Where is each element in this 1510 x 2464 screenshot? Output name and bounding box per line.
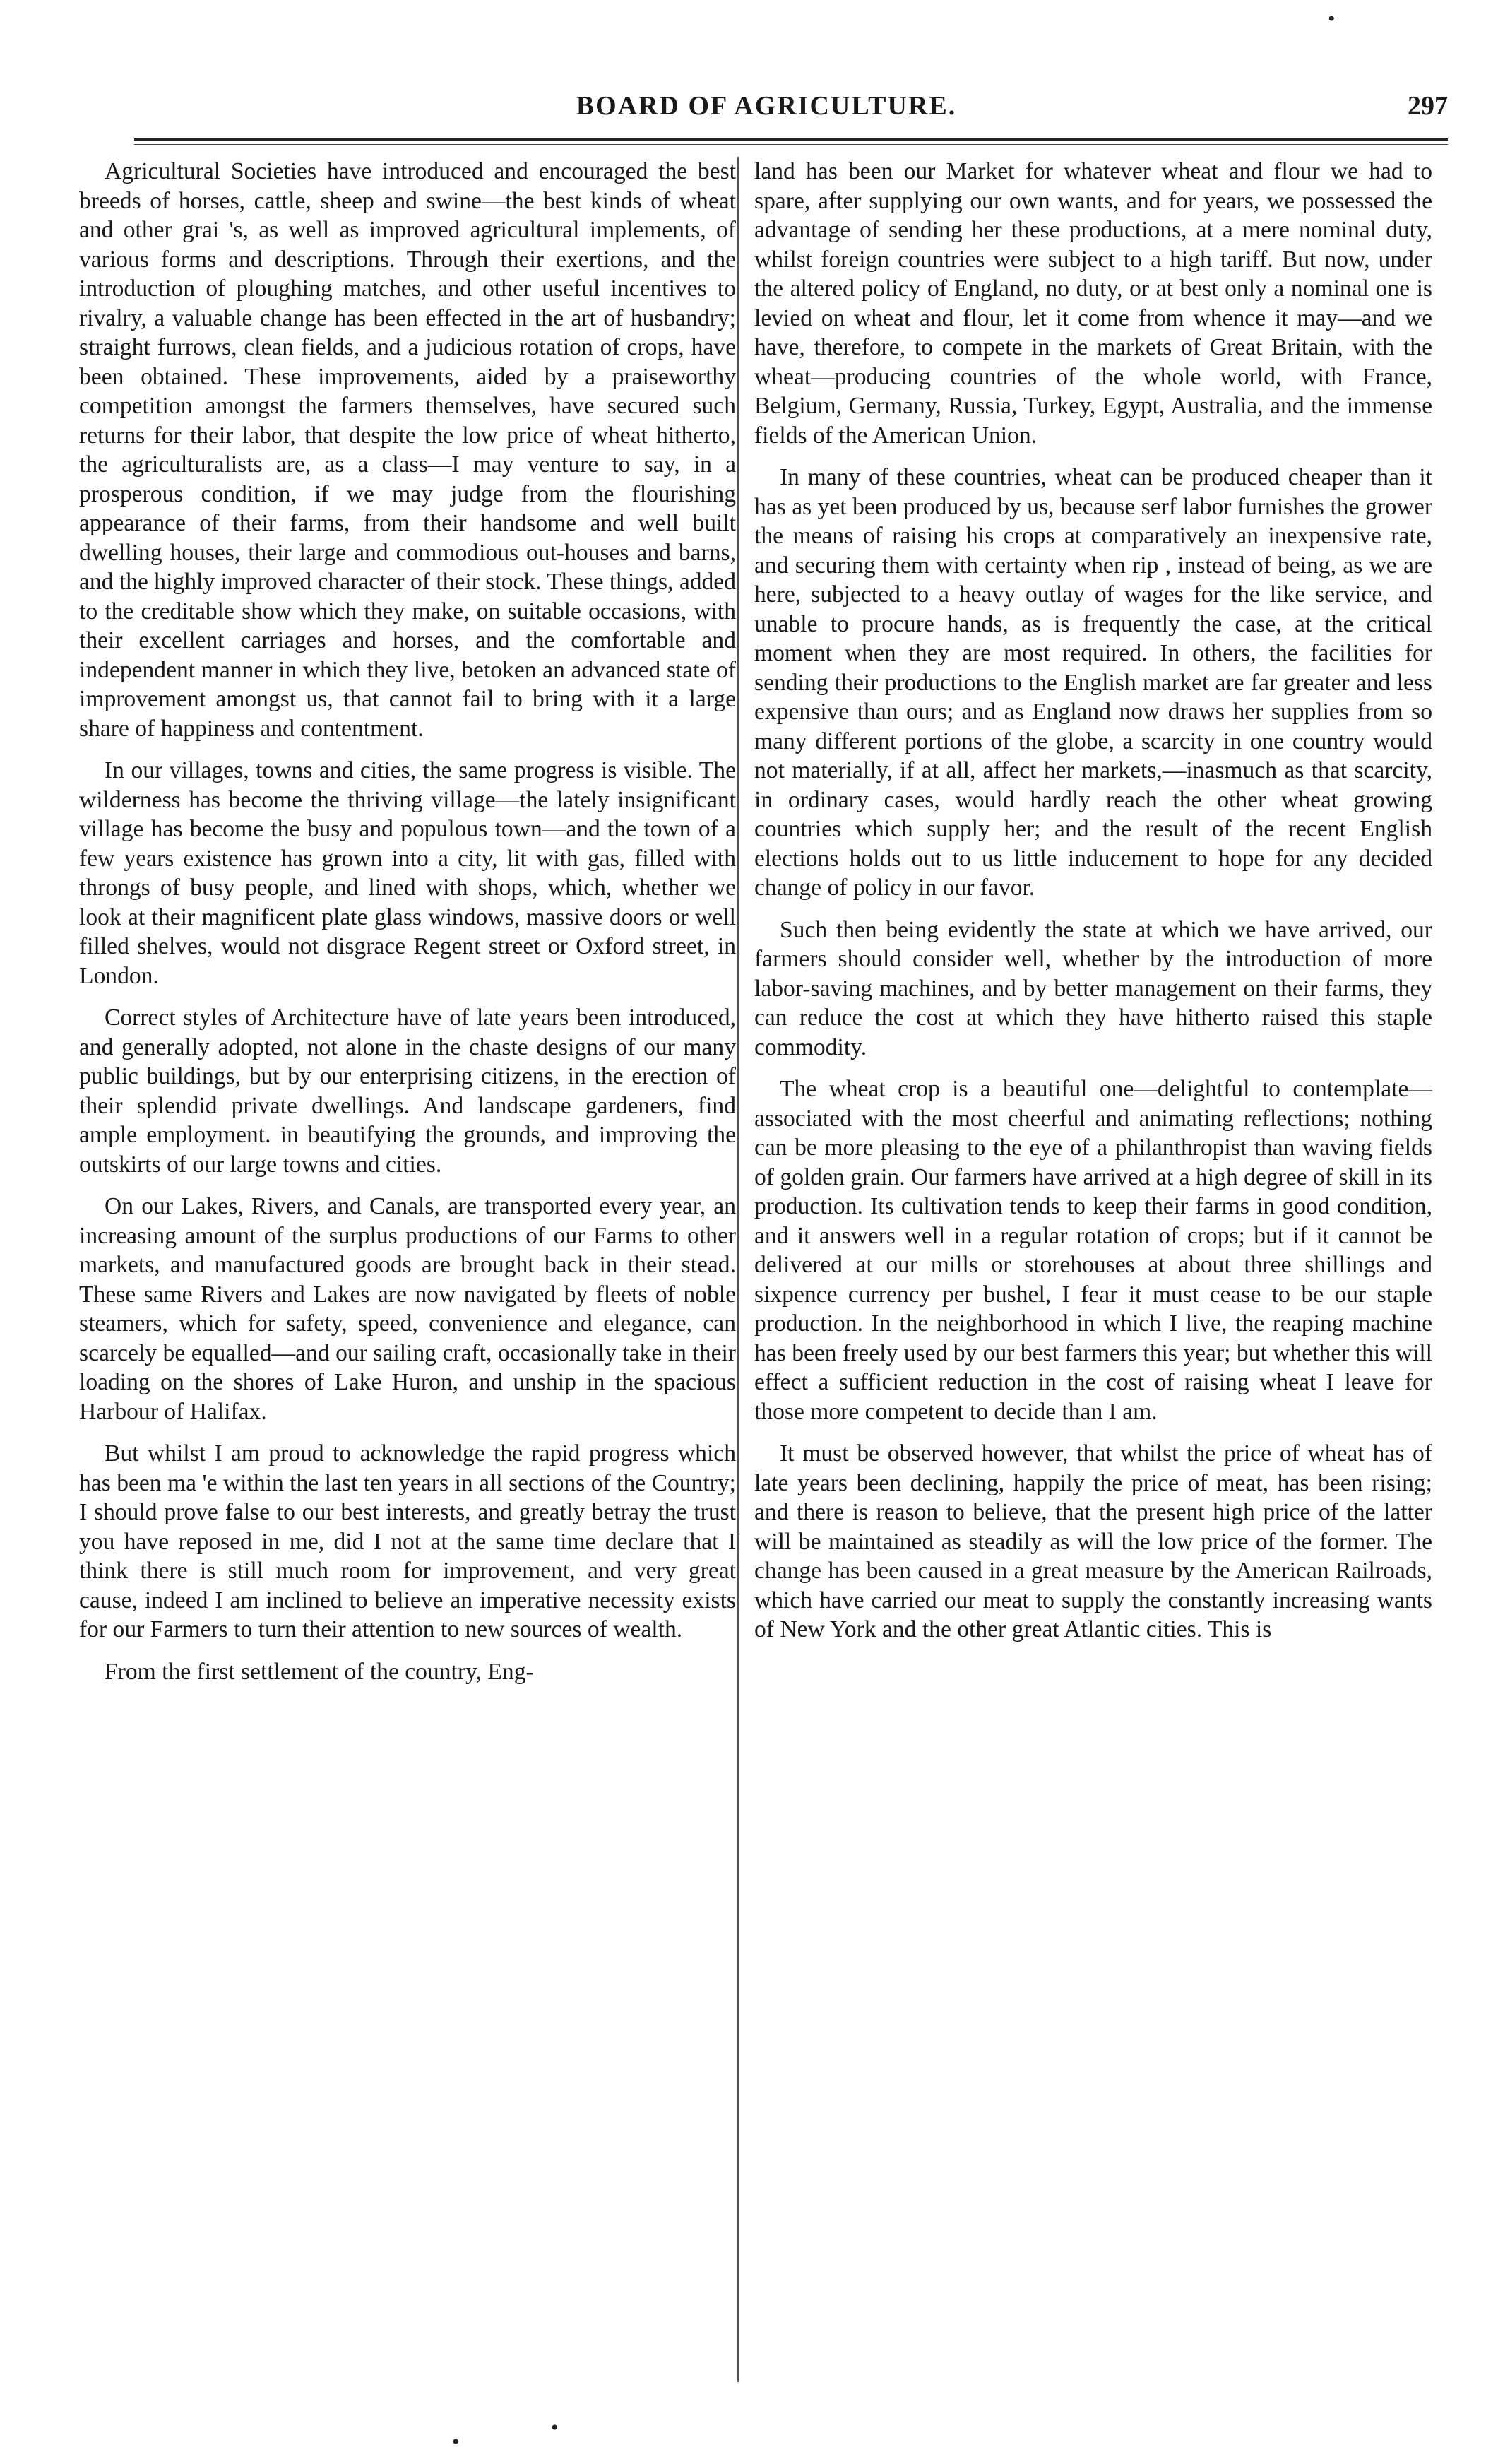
paragraph: Correct styles of Architecture have of late years been introduced, and generally adopted, not alone in the chaste designs of our many public buildings, but by our enterprising citizens, in the erection of their splendid private dwellings. And landscape gardeners, find ample employment. in beautifying the grounds, and improving the outskirts of our large towns and cities. — [79, 1005, 736, 1178]
paragraph: land has been our Market for whatever wheat and flour we had to spare, after supplying our own wants, and for years, we possessed the advantage of sending her these productions, at a mere nominal duty, whilst foreign countries were subject to a high tariff. But now, under the altered policy of England, no duty, or at best only a nominal one is levied on wheat and flour, let it come from whence it may—and we have, therefore, to compete in the markets of Great Britain, with the wheat—producing countries of the whole world, with France, Belgium, Germany, Russia, Turkey, Egypt, Australia, and the immense fields of the American Union. — [754, 158, 1432, 449]
page-header — [85, 90, 1448, 133]
header-rule-thin — [134, 144, 1448, 145]
paragraph: But whilst I am proud to acknowledge the rapid progress which has been ma 'e within the last ten years in all sections of the Country; I should prove false to our best interests, and greatly betray the trust you have reposed in me, did I not at the same time declare that I think there is still much room for improvement, and very great cause, indeed I am inclined to believe an imperative necessity exists for our Farmers to turn their attention to new sources of wealth. — [79, 1440, 736, 1642]
paragraph: In our villages, towns and cities, the same progress is visible. The wilderness has become the thriving village—the lately insignificant village has become the busy and populous town—and the town of a few years existence has grown into a city, lit with gas, filled with throngs of busy people, and lined with shops, which, whether we look at their magnificent plate glass windows, massive doors or well filled shelves, would not disgrace Regent street or Oxford street, in London. — [79, 757, 736, 989]
print-speck: • — [551, 2416, 559, 2439]
paragraph: It must be observed however, that whilst the price of wheat has of late years been declining, happily the price of meat, has been rising; and there is reason to believe, that the present high price of the latter will be maintained as steadily as will the low price of the former. The change has been caused in a great measure by the American Railroads, which have carried our meat to supply the constantly increasing wants of New York and the other great Atlantic cities. This is — [754, 1440, 1432, 1642]
paragraph: Agricultural Societies have introduced and encouraged the best breeds of horses, cattle, sheep and swine—the best kinds of wheat and other grai 's, as well as improved agricultural implements, of various forms and descriptions. Through their exertions, and the introduction of ploughing matches, and other useful incentives to rivalry, a valuable change has been effected in the art of husbandry; straight furrows, clean fields, and a judicious rotation of crops, have been obtained. These improvements, aided by a praiseworthy competition amongst the farmers themselves, have secured such returns for their labor, that despite the low price of wheat hitherto, the agriculturalists are, as a class—I may venture to say, in a prosperous condition, if we may judge from the flourishing appearance of their farms, from their handsome and well built dwelling houses, their large and commodious out-houses and barns, and the highly improved character of their stock. These things, added to the creditable show which they make, on suitable occasions, with their excellent carriages and horses, and the comfortable and independent manner in which they live, betoken an advanced state of improvement amongst us, that cannot fail to bring with it a large share of happiness and contentment. — [79, 158, 736, 742]
paragraph: On our Lakes, Rivers, and Canals, are transported every year, an increasing amount of the surplus productions of our Farms to other markets, and manufactured goods are brought back in their stead. These same Rivers and Lakes are now navigated by fleets of noble steamers, which for safety, speed, convenience and elegance, can scarcely be equalled—and our sailing craft, occasionally take in their loading on the shores of Lake Huron, and unship in the spacious Harbour of Halifax. — [79, 1193, 736, 1425]
paragraph: From the first settlement of the country, Eng- — [105, 1658, 534, 1685]
header-rule — [134, 138, 1448, 141]
page-number: 297 — [1408, 91, 1448, 121]
print-speck: • — [452, 2430, 460, 2453]
print-speck: • — [1328, 7, 1336, 30]
running-title: BOARD OF AGRICULTURE. — [576, 91, 957, 121]
left-column — [79, 157, 736, 1699]
paragraph: In many of these countries, wheat can be produced cheaper than it has as yet been produced by us, because serf labor furnishes the grower the means of raising his crops at comparatively an inexpensive rate, and securing them with certainty when rip , instead of being, as we are here, subjected to a heavy outlay of wages for the like service, and unable to procure hands, as is frequently the case, at the critical moment when they are most required. In others, the facilities for sending their productions to the English market are far greater and less expensive than ours; and as England now draws her supplies from so many different portions of the globe, a scarcity in one country would not materially, if at all, affect her markets,—inasmuch as that scarcity, in ordinary cases, would hardly reach the other wheat growing countries which supply her; and the result of the recent English elections holds out to us little inducement to hope for any decided change of policy in our favor. — [754, 464, 1432, 901]
paragraph: The wheat crop is a beautiful one—delightful to contemplate—associated with the most cheerful and animating reflections; nothing can be more pleasing to the eye of a philanthropist than waving fields of golden grain. Our farmers have arrived at a high degree of skill in its production. Its cultivation tends to keep their farms in good condition, and it answers well in a regular rotation of crops; but if it cannot be delivered at our mills or storehouses at about three shillings and sixpence currency per bushel, I fear it must cease to be our staple production. In the neighborhood in which I live, the reaping machine has been freely used by our best farmers this year; but whether this will effect a sufficient reduction in the cost of raising wheat I leave for those more competent to decide than I am. — [754, 1076, 1432, 1425]
paragraph: Such then being evidently the state at which we have arrived, our farmers should consider well, whether by the introduction of more labor-saving machines, and by better management on their farms, they can reduce the cost at which they have hitherto raised this staple commodity. — [754, 916, 1432, 1060]
column-divider — [737, 157, 739, 2382]
right-column — [754, 157, 1432, 1657]
